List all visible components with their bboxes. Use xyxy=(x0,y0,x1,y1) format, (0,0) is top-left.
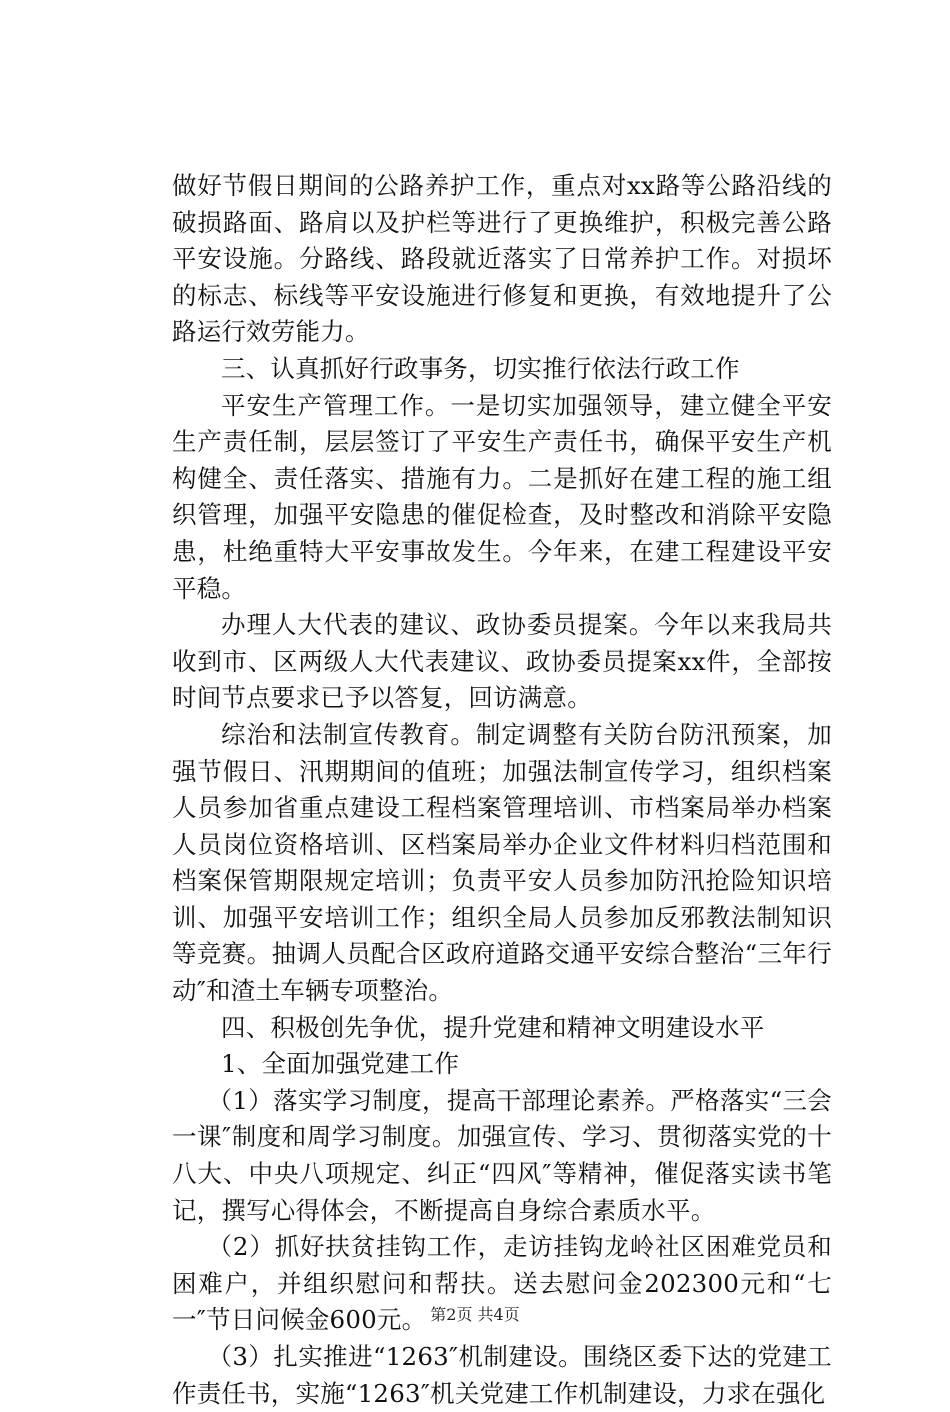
paragraph-safety-management: 平安生产管理工作。一是切实加强领导，建立健全平安生产责任制，层层签订了平安生产责任书，确保平安生产机构健全、责任落实、措施有力。二是抓好在建工程的施工组织管理，加强平安隐患的催促检查，及时整改和消除平安隐患，杜绝重特大平安事故发生。今年来，在建工程建设平安平稳。 xyxy=(172,390,832,603)
paragraph-1263-mechanism: （3）扎实推进“1263″机制建设。围绕区委下达的党建工作责任书，实施“1263″机关党建工作机制建设，力求在强化 xyxy=(172,1342,832,1408)
document-body xyxy=(172,168,832,1412)
page-footer: 第2页 共4页 xyxy=(430,1305,520,1324)
paragraph-proposals: 办理人大代表的建议、政协委员提案。今年以来我局共收到市、区两级人大代表建议、政协委员提案xx件，全部按时间节点要求已予以答复，回访满意。 xyxy=(172,610,832,713)
paragraph-road-maintenance: 做好节假日期间的公路养护工作，重点对xx路等公路沿线的破损路面、路肩以及护栏等进行了更换维护，积极完善公路平安设施。分路线、路段就近落实了日常养护工作。对损坏的标志、标线等平安设施进行修复和更换，有效地提升了公路运行效劳能力。 xyxy=(172,171,832,347)
paragraph-legal-education: 综治和法制宣传教育。制定调整有关防台防汛预案，加强节假日、汛期期间的值班；加强法制宣传学习，组织档案人员参加省重点建设工程档案管理培训、市档案局举办档案人员岗位资格培训、区档案局举办企业文件材料归档范围和档案保管期限规定培训；负责平安人员参加防汛抢险知识培训、加强平安培训工作；组织全局人员参加反邪教法制知识等竞赛。抽调人员配合区政府道路交通平安综合整治“三年行动″和渣土车辆专项整治。 xyxy=(172,719,832,1006)
paragraph-poverty-relief: （2）抓好扶贫挂钩工作，走访挂钩龙岭社区困难党员和困难户，并组织慰问和帮扶。送去慰问金202300元和“七一″节日问候金600元。 xyxy=(172,1232,832,1335)
section-heading-party-building: 四、积极创先争优，提升党建和精神文明建设水平 xyxy=(221,1012,765,1042)
section-heading-administration: 三、认真抓好行政事务，切实推行依法行政工作 xyxy=(221,353,740,383)
paragraph-study-system: （1）落实学习制度，提高干部理论素养。严格落实“三会一课″制度和周学习制度。加强宣传、学习、贯彻落实党的十八大、中央八项规定、纠正“四风″等精神，催促落实读书笔记，撰写心得体会，不断提高自身综合素质水平。 xyxy=(172,1085,832,1225)
subheading-party-work: 1、全面加强党建工作 xyxy=(221,1049,460,1079)
